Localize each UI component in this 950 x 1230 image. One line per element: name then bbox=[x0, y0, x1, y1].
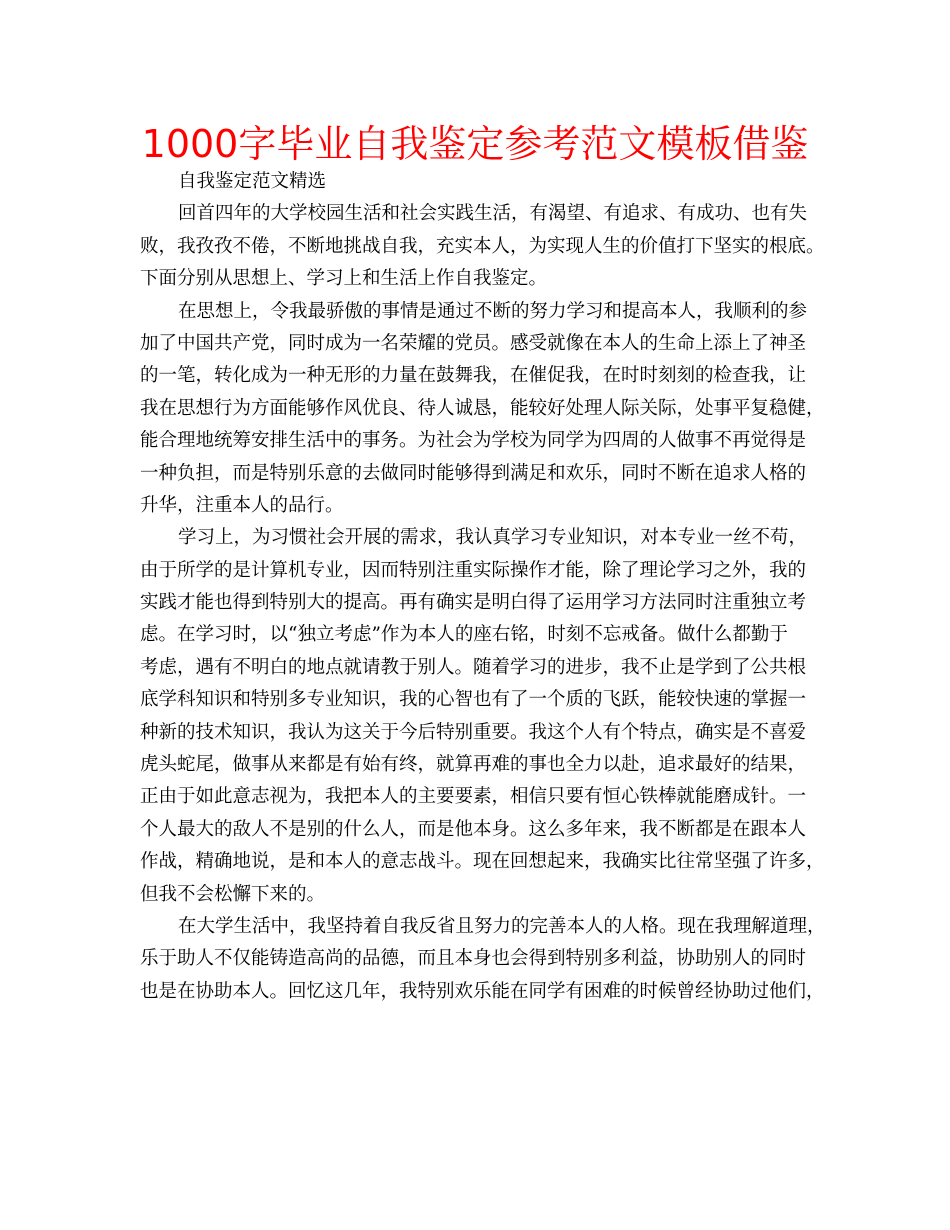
text-line: 的一笔，转化成为一种无形的力量在鼓舞我，在催促我，在时时刻刻的检查我，让 bbox=[140, 365, 807, 387]
text-line: 升华，注重本人的品行。 bbox=[140, 494, 344, 516]
text-line: 种新的技术知识，我认为这关于今后特别重要。我这个人有个特点，确实是不喜爱 bbox=[140, 721, 807, 743]
text-line: 个人最大的敌人不是别的什么人，而是他本身。这么多年来，我不断都是在跟本人 bbox=[140, 818, 807, 840]
text-line: 乐于助人不仅能铸造高尚的品德，而且本身也会得到特别多利益，协助别人的同时 bbox=[140, 948, 807, 970]
text-line: 在思想上，令我最骄傲的事情是通过不断的努力学习和提高本人，我顺利的参 bbox=[178, 300, 808, 322]
document-title: 1000字毕业自我鉴定参考范文模板借鉴 bbox=[141, 122, 809, 166]
text-line: 虑。在学习时，以“独立考虑”作为本人的座右铭，时刻不忘戒备。做什么都勤于 bbox=[140, 624, 788, 646]
text-line: 学习上，为习惯社会开展的需求，我认真学习专业知识，对本专业一丝不苟， bbox=[178, 527, 808, 549]
text-line: 但我不会松懈下来的。 bbox=[140, 883, 326, 905]
text-line: 我在思想行为方面能够作风优良、待人诚恳，能较好处理人际关际，处事平复稳健， bbox=[140, 397, 825, 419]
text-line: 回首四年的大学校园生活和社会实践生活，有渴望、有追求、有成功、也有失 bbox=[178, 203, 808, 225]
text-line: 败，我孜孜不倦，不断地挑战自我，充实本人，为实现人生的价值打下坚实的根底。 bbox=[140, 235, 825, 257]
text-line: 也是在协助本人。回忆这几年，我特别欢乐能在同学有困难的时候曾经协助过他们， bbox=[140, 980, 825, 1002]
text-line: 一种负担，而是特别乐意的去做同时能够得到满足和欢乐，同时不断在追求人格的 bbox=[140, 462, 807, 484]
text-line: 能合理地统筹安排生活中的事务。为社会为学校为同学为四周的人做事不再觉得是 bbox=[140, 430, 807, 452]
text-line: 正由于如此意志视为，我把本人的主要要素，相信只要有恒心铁棒就能磨成针。一 bbox=[140, 786, 807, 808]
text-line: 底学科知识和特别多专业知识，我的心智也有了一个质的飞跃，能较快速的掌握一 bbox=[140, 689, 807, 711]
text-line: 考虑，遇有不明白的地点就请教于别人。随着学习的进步，我不止是学到了公共根 bbox=[140, 656, 807, 678]
text-line: 作战，精确地说，是和本人的意志战斗。现在回想起来，我确实比往常坚强了许多， bbox=[140, 851, 825, 873]
text-line: 实践才能也得到特别大的提高。再有确实是明白得了运用学习方法同时注重独立考 bbox=[140, 592, 807, 614]
text-line: 自我鉴定范文精选 bbox=[178, 171, 327, 192]
document-body bbox=[140, 166, 826, 1008]
text-line: 在大学生活中，我坚持着自我反省且努力的完善本人的人格。现在我理解道理， bbox=[178, 915, 826, 937]
text-line: 下面分别从思想上、学习上和生活上作自我鉴定。 bbox=[140, 268, 548, 290]
text-line: 由于所学的是计算机专业，因而特别注重实际操作才能，除了理论学习之外，我的 bbox=[140, 559, 807, 581]
text-line: 虎头蛇尾，做事从来都是有始有终，就算再难的事也全力以赴，追求最好的结果， bbox=[140, 754, 807, 776]
text-line: 加了中国共产党，同时成为一名荣耀的党员。感受就像在本人的生命上添上了神圣 bbox=[140, 332, 807, 354]
